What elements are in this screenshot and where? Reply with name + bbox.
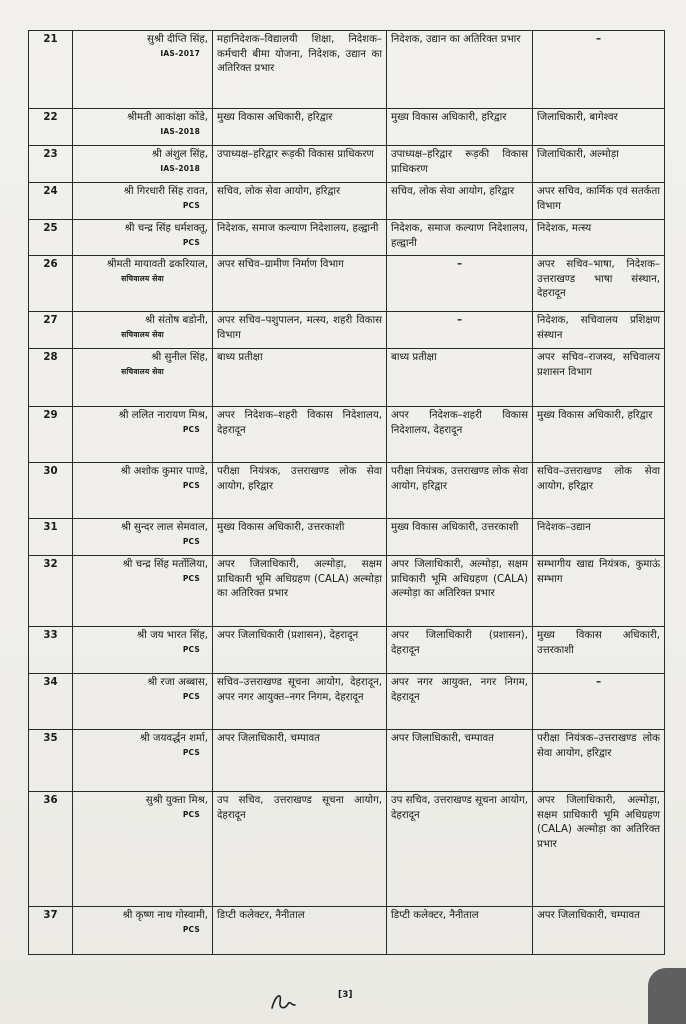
serial-number: 25 [29,220,73,256]
officer-name-cell [73,109,213,146]
page-number: [3] [338,990,353,1000]
scroll-corner-button[interactable] [648,968,686,1024]
new-posting: निदेशक–उद्यान [533,519,665,556]
serial-number: 21 [29,31,73,109]
table-row [29,627,665,674]
officer-name: श्री संतोष बडोनी, [145,315,208,326]
officer-name: सुश्री युक्ता मिश्र, [145,795,208,806]
officer-name: श्रीमती मायावती ढकरियाल, [106,259,208,270]
officer-name: श्री रजा अब्बास, [147,677,208,688]
relieved-posting: उप सचिव, उत्तराखण्ड सूचना आयोग, देहरादून [387,792,533,907]
relieved-posting: निदेशक, उद्यान का अतिरिक्त प्रभार [387,31,533,109]
service-cadre: सचिवालय सेवा [121,329,164,339]
officer-name: श्री कृष्ण नाथ गोस्वामी, [122,910,208,921]
table-row [29,31,665,109]
officer-name: श्री गिरधारी सिंह रावत, [123,186,208,197]
service-cadre: IAS-2018 [160,126,200,136]
current-posting: अपर जिलाधिकारी, अल्मोड़ा, सक्षम प्राधिकारी भूमि अधिग्रहण (CALA) अल्मोड़ा का अतिरिक्त प्रभार [213,556,387,627]
relieved-posting: मुख्य विकास अधिकारी, हरिद्वार [387,109,533,146]
service-cadre: सचिवालय सेवा [121,366,164,376]
table-row [29,183,665,220]
new-posting: अपर जिलाधिकारी, चम्पावत [533,907,665,955]
service-cadre: IAS-2017 [160,48,200,58]
serial-number: 36 [29,792,73,907]
serial-number: 24 [29,183,73,220]
officer-name: श्रीमती आकांक्षा कोंडे, [127,112,208,123]
relieved-posting: परीक्षा नियंत्रक, उत्तराखण्ड लोक सेवा आयोग, हरिद्वार [387,463,533,519]
service-cadre: PCS [182,200,200,210]
officer-name-cell [73,312,213,349]
service-cadre: PCS [182,747,200,757]
table-row [29,220,665,256]
officer-name-cell [73,730,213,792]
table-body [29,31,665,955]
officer-name-cell [73,627,213,674]
serial-number: 35 [29,730,73,792]
new-posting: अपर जिलाधिकारी, अल्मोड़ा, सक्षम प्राधिकारी भूमि अधिग्रहण (CALA) अल्मोड़ा का अतिरिक्त प्रभार [533,792,665,907]
serial-number: 23 [29,146,73,183]
relieved-posting: सचिव, लोक सेवा आयोग, हरिद्वार [387,183,533,220]
new-posting: – [533,674,665,730]
officer-name: श्री चन्द्र सिंह धर्मशक्तू, [124,223,208,234]
signature-mark [268,988,298,1014]
table-row [29,556,665,627]
new-posting: अपर सचिव, कार्मिक एवं सतर्कता विभाग [533,183,665,220]
serial-number: 33 [29,627,73,674]
officer-name: श्री जयवर्द्धन शर्मा, [139,733,208,744]
serial-number: 34 [29,674,73,730]
new-posting: सम्भागीय खाद्य नियंत्रक, कुमाऊं सम्भाग [533,556,665,627]
current-posting: मुख्य विकास अधिकारी, उत्तरकाशी [213,519,387,556]
table-row [29,312,665,349]
current-posting: निदेशक, समाज कल्याण निदेशालय, हल्द्वानी [213,220,387,256]
serial-number: 22 [29,109,73,146]
officer-name-cell [73,183,213,220]
relieved-posting: अपर नगर आयुक्त, नगर निगम, देहरादून [387,674,533,730]
current-posting: सचिव–उत्तराखण्ड सूचना आयोग, देहरादून, अपर नगर आयुक्त–नगर निगम, देहरादून [213,674,387,730]
relieved-posting: – [387,256,533,312]
service-cadre: PCS [182,644,200,654]
table-row [29,349,665,407]
officer-name-cell [73,256,213,312]
new-posting: सचिव–उत्तराखण्ड लोक सेवा आयोग, हरिद्वार [533,463,665,519]
new-posting: निदेशक, सचिवालय प्रशिक्षण संस्थान [533,312,665,349]
current-posting: डिप्टी कलेक्टर, नैनीताल [213,907,387,955]
table-row [29,730,665,792]
current-posting: मुख्य विकास अधिकारी, हरिद्वार [213,109,387,146]
new-posting: मुख्य विकास अधिकारी, हरिद्वार [533,407,665,463]
service-cadre: PCS [182,424,200,434]
service-cadre: PCS [182,924,200,934]
service-cadre: PCS [182,536,200,546]
relieved-posting: – [387,312,533,349]
serial-number: 31 [29,519,73,556]
service-cadre: सचिवालय सेवा [121,273,164,283]
relieved-posting: डिप्टी कलेक्टर, नैनीताल [387,907,533,955]
service-cadre: IAS-2018 [160,163,200,173]
table-row [29,109,665,146]
officer-name-cell [73,463,213,519]
current-posting: अपर सचिव–पशुपालन, मत्स्य, शहरी विकास विभाग [213,312,387,349]
serial-number: 27 [29,312,73,349]
officer-name: श्री सुन्दर लाल सेमवाल, [120,522,208,533]
relieved-posting: निदेशक, समाज कल्याण निदेशालय, हल्द्वानी [387,220,533,256]
relieved-posting: अपर निदेशक–शहरी विकास निदेशालय, देहरादून [387,407,533,463]
relieved-posting: अपर जिलाधिकारी (प्रशासन), देहरादून [387,627,533,674]
new-posting: निदेशक, मत्स्य [533,220,665,256]
serial-number: 37 [29,907,73,955]
current-posting: अपर सचिव–ग्रामीण निर्माण विभाग [213,256,387,312]
officer-name: श्री ललित नारायण मिश्र, [118,410,208,421]
serial-number: 26 [29,256,73,312]
table-row [29,907,665,955]
current-posting: उप सचिव, उत्तराखण्ड सूचना आयोग, देहरादून [213,792,387,907]
serial-number: 32 [29,556,73,627]
officer-name: श्री अशोक कुमार पाण्डे, [120,466,208,477]
service-cadre: PCS [182,480,200,490]
new-posting: – [533,31,665,109]
table-row [29,674,665,730]
officer-name-cell [73,31,213,109]
relieved-posting: मुख्य विकास अधिकारी, उत्तरकाशी [387,519,533,556]
current-posting: अपर जिलाधिकारी, चम्पावत [213,730,387,792]
officer-name-cell [73,556,213,627]
officer-name-cell [73,146,213,183]
current-posting: परीक्षा नियंत्रक, उत्तराखण्ड लोक सेवा आयोग, हरिद्वार [213,463,387,519]
relieved-posting: बाध्य प्रतीक्षा [387,349,533,407]
current-posting: बाध्य प्रतीक्षा [213,349,387,407]
new-posting: परीक्षा नियंत्रक–उत्तराखण्ड लोक सेवा आयोग, हरिद्वार [533,730,665,792]
table-row [29,146,665,183]
officer-name-cell [73,792,213,907]
current-posting: महानिदेशक–विद्यालयी शिक्षा, निदेशक–कर्मचारी बीमा योजना, निदेशक, उद्यान का अतिरिक्त प्रभार [213,31,387,109]
officer-name: श्री सुनील सिंह, [151,352,208,363]
table-row [29,519,665,556]
current-posting: अपर जिलाधिकारी (प्रशासन), देहरादून [213,627,387,674]
current-posting: उपाध्यक्ष–हरिद्वार रूड़की विकास प्राधिकरण [213,146,387,183]
serial-number: 28 [29,349,73,407]
officer-name: श्री अंशुल सिंह, [151,149,208,160]
serial-number: 29 [29,407,73,463]
service-cadre: PCS [182,237,200,247]
officer-name-cell [73,220,213,256]
serial-number: 30 [29,463,73,519]
new-posting: मुख्य विकास अधिकारी, उत्तरकाशी [533,627,665,674]
officer-name: श्री चन्द्र सिंह मर्तोलिया, [122,559,208,570]
relieved-posting: अपर जिलाधिकारी, चम्पावत [387,730,533,792]
service-cadre: PCS [182,573,200,583]
new-posting: अपर सचिव–भाषा, निदेशक–उत्तराखण्ड भाषा संस्थान, देहरादून [533,256,665,312]
service-cadre: PCS [182,809,200,819]
table-row [29,463,665,519]
officer-name-cell [73,674,213,730]
officer-name-cell [73,349,213,407]
new-posting: जिलाधिकारी, बागेश्वर [533,109,665,146]
officer-name: सुश्री दीप्ति सिंह, [146,34,208,45]
current-posting: अपर निदेशक–शहरी विकास निदेशालय, देहरादून [213,407,387,463]
new-posting: अपर सचिव–राजस्व, सचिवालय प्रशासन विभाग [533,349,665,407]
relieved-posting: अपर जिलाधिकारी, अल्मोड़ा, सक्षम प्राधिकारी भूमि अधिग्रहण (CALA) अल्मोड़ा का अतिरिक्त प्रभार [387,556,533,627]
table-row [29,792,665,907]
officer-name-cell [73,407,213,463]
current-posting: सचिव, लोक सेवा आयोग, हरिद्वार [213,183,387,220]
officer-name-cell [73,907,213,955]
table-row [29,256,665,312]
officer-name-cell [73,519,213,556]
transfer-table [28,30,665,955]
relieved-posting: उपाध्यक्ष–हरिद्वार रूड़की विकास प्राधिकरण [387,146,533,183]
officer-name: श्री जय भारत सिंह, [137,630,208,641]
new-posting: जिलाधिकारी, अल्मोड़ा [533,146,665,183]
table-row [29,407,665,463]
service-cadre: PCS [182,691,200,701]
